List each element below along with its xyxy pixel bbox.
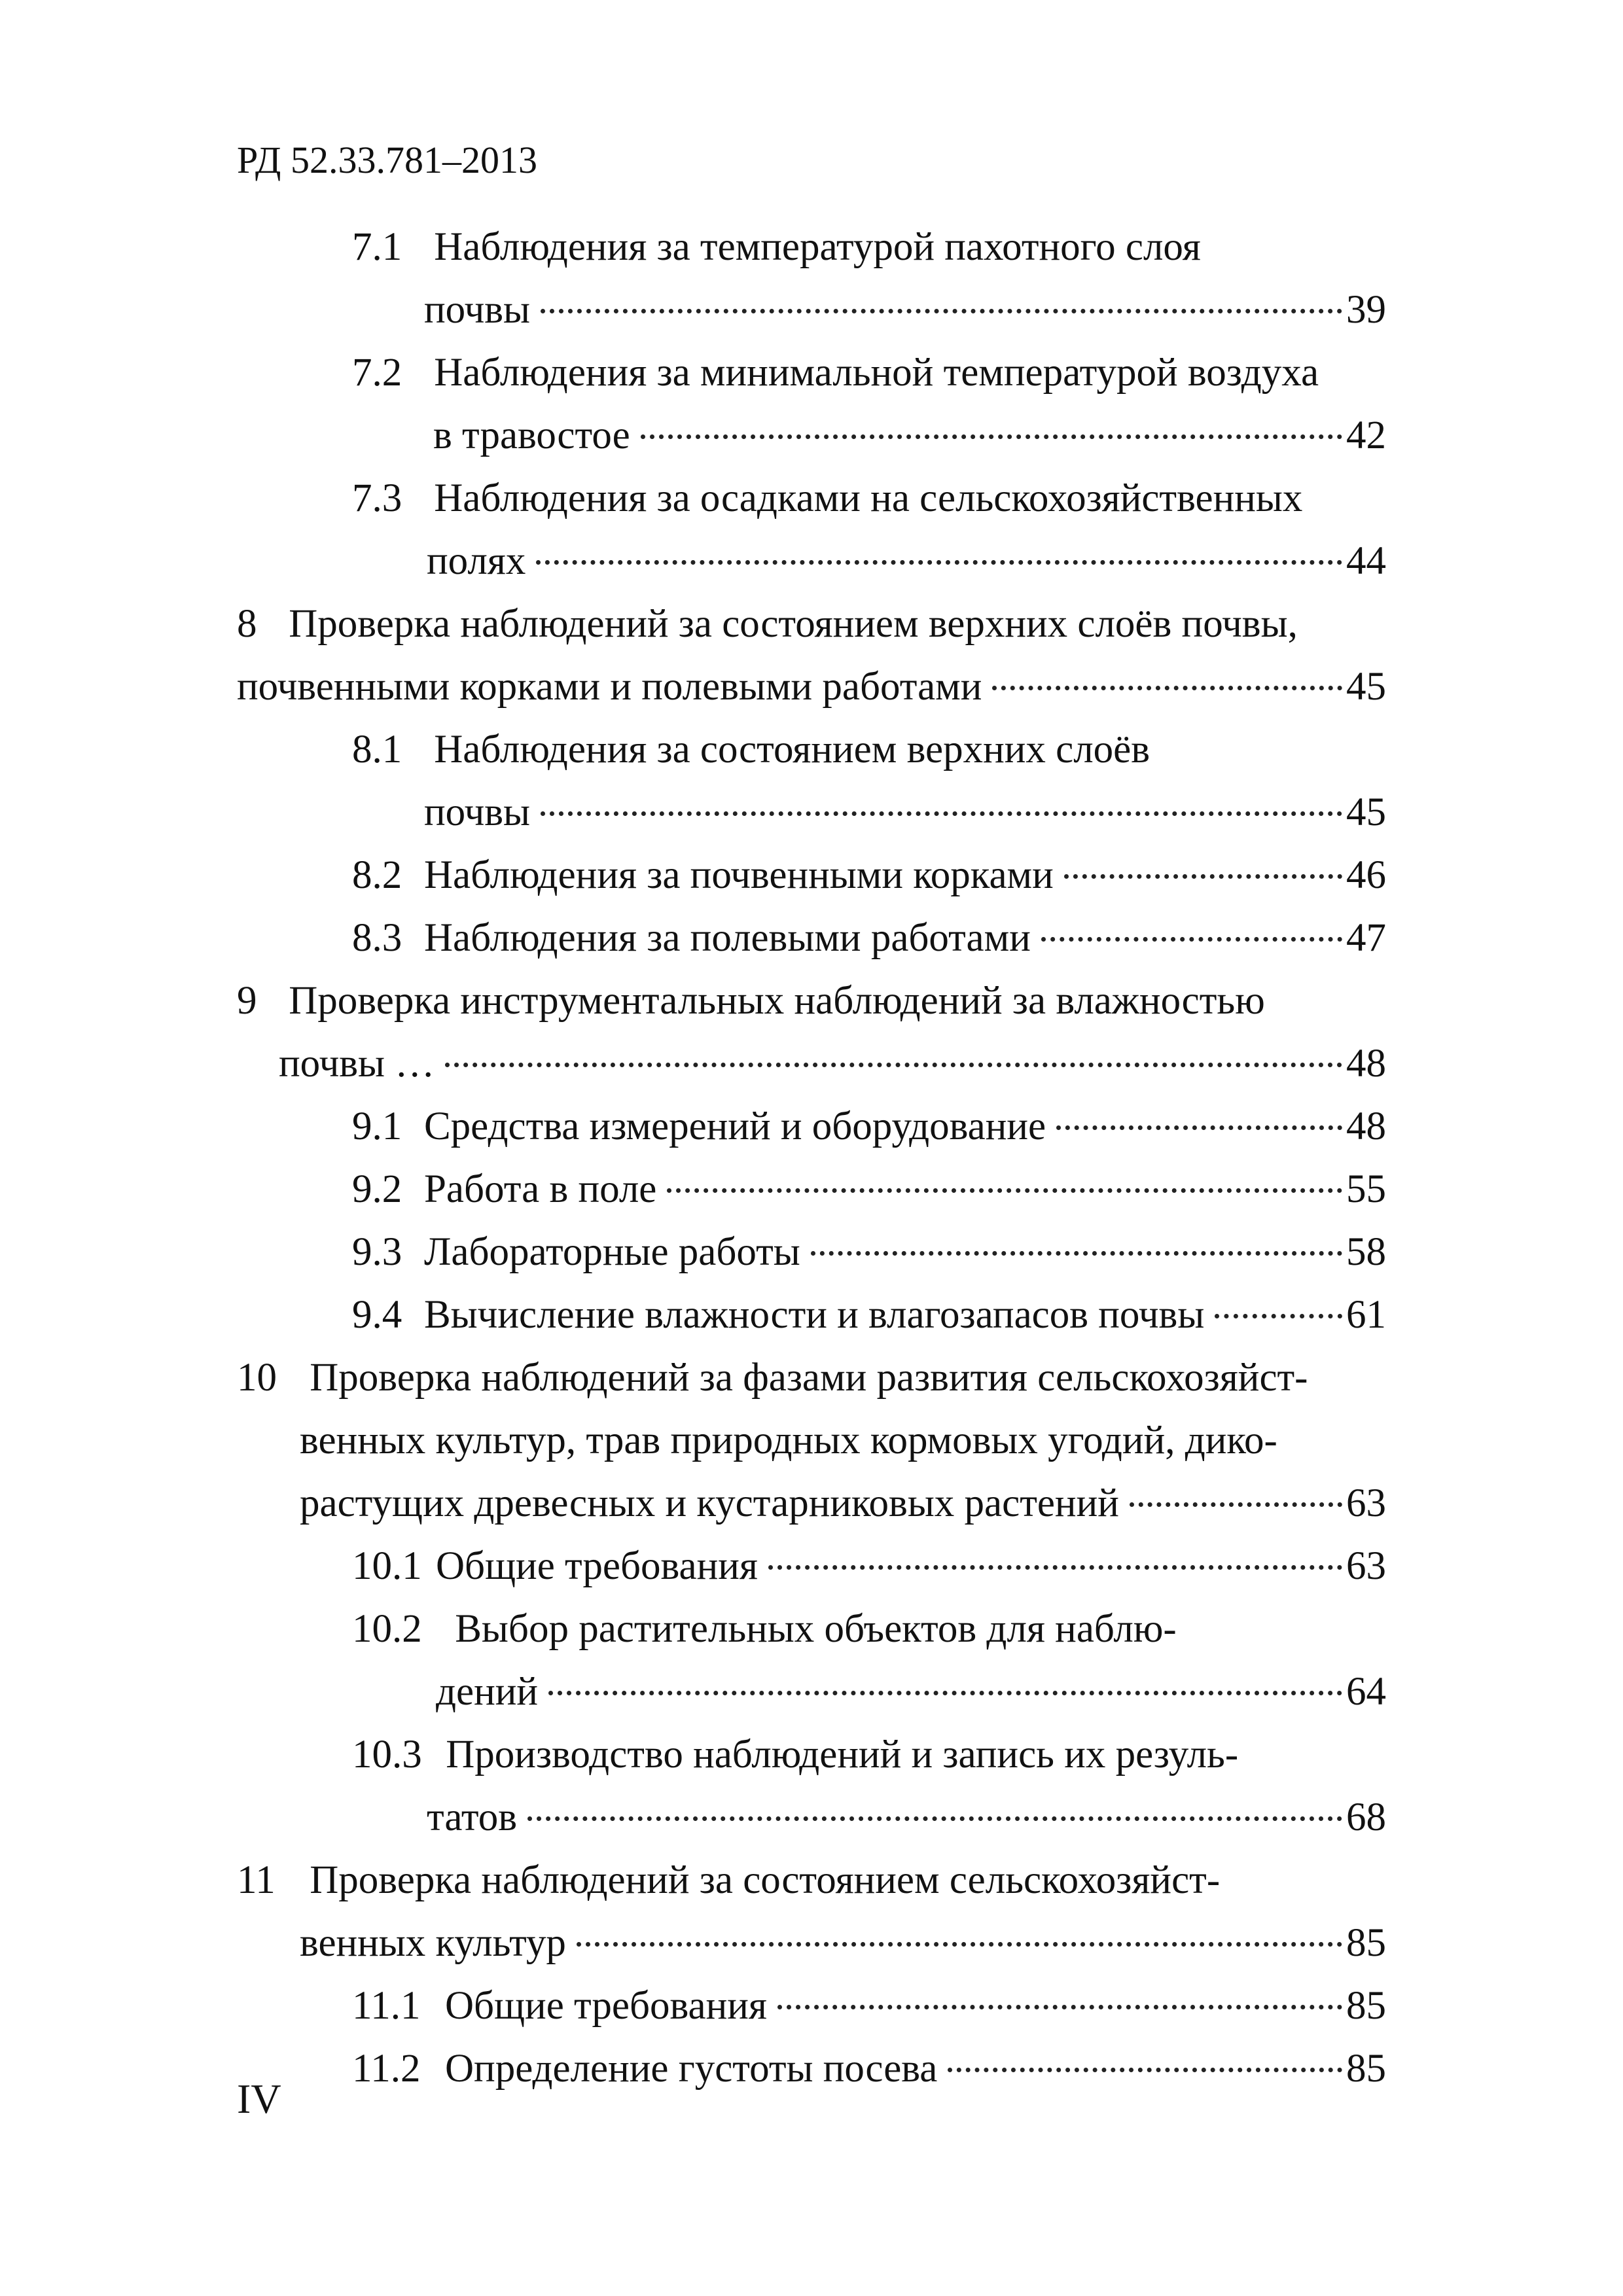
dot-leader <box>1064 874 1342 879</box>
toc-label: полях <box>427 539 526 583</box>
toc-entry-7-2-title <box>352 342 1319 404</box>
toc-entry-10-1 <box>352 1535 1386 1598</box>
toc-entry-9-3 <box>352 1221 1386 1284</box>
toc-number: 8 <box>237 602 257 646</box>
dot-leader <box>811 1250 1342 1256</box>
dot-leader <box>577 1941 1342 1947</box>
toc-entry-11-1 <box>352 1975 1386 2038</box>
toc-page-number: 63 <box>1346 1544 1386 1588</box>
toc-label: Средства измерений и оборудование <box>424 1104 1046 1148</box>
toc-page-number: 45 <box>1346 790 1386 834</box>
toc-label: Общие требования <box>436 1544 758 1588</box>
toc-label: дений <box>436 1670 539 1714</box>
dot-leader <box>445 1062 1342 1067</box>
toc-page-number: 48 <box>1346 1104 1386 1148</box>
dot-leader <box>1041 936 1342 942</box>
toc-label: Проверка наблюдений за состоянием сельскохозяйст- <box>310 1858 1221 1902</box>
toc-label: Производство наблюдений и запись их резуль- <box>446 1733 1239 1776</box>
dot-leader <box>527 1816 1342 1821</box>
toc-entry-8-1-title <box>352 718 1150 781</box>
toc-page-number: 45 <box>1346 665 1386 709</box>
toc-number: 11 <box>237 1858 276 1902</box>
toc-number: 10 <box>237 1356 277 1400</box>
dot-leader <box>768 1564 1342 1570</box>
dot-leader <box>541 308 1342 313</box>
toc-entry-10-3-title <box>352 1723 1238 1786</box>
dot-leader <box>541 811 1342 816</box>
toc-page-number: 64 <box>1346 1670 1386 1714</box>
toc-entry-11-2 <box>352 2038 1386 2100</box>
toc-number: 10.1 <box>352 1544 422 1588</box>
toc-page-number: 61 <box>1346 1293 1386 1337</box>
toc-entry-8-3 <box>352 907 1386 970</box>
toc-entry-10-title <box>237 1347 1308 1409</box>
toc-label: Проверка наблюдений за фазами развития сельскохозяйст- <box>310 1356 1308 1400</box>
toc-entry-11-continuation <box>300 1912 1386 1975</box>
dot-leader <box>667 1188 1342 1193</box>
toc-entry-10-continuation <box>300 1409 1277 1472</box>
dot-leader <box>1215 1313 1342 1318</box>
toc-page-number: 68 <box>1346 1795 1386 1839</box>
toc-page-number: 44 <box>1346 539 1386 583</box>
toc-page-number: 85 <box>1346 1921 1386 1965</box>
toc-page-number: 85 <box>1346 1984 1386 2028</box>
toc-label: Лабораторные работы <box>424 1230 800 1274</box>
toc-label: почвенными корками и полевыми работами <box>237 665 982 709</box>
toc-label: Наблюдения за полевыми работами <box>424 916 1031 960</box>
toc-entry-10-continuation-2 <box>300 1472 1386 1535</box>
toc-label: Наблюдения за почвенными корками <box>424 853 1054 897</box>
toc-label: Проверка наблюдений за состоянием верхних слоёв почвы, <box>289 602 1298 646</box>
toc-page-number: 47 <box>1346 916 1386 960</box>
toc-number: 9 <box>237 979 257 1023</box>
toc-label: Наблюдения за температурой пахотного слоя <box>434 225 1201 269</box>
toc-entry-8-continuation <box>237 656 1386 718</box>
dot-leader <box>992 685 1342 690</box>
toc-entry-7-2-continuation <box>433 404 1386 467</box>
toc-label: Вычисление влажности и влагозапасов почвы <box>424 1293 1205 1337</box>
toc-page-number: 63 <box>1346 1481 1386 1525</box>
page-number-roman: IV <box>237 2075 281 2122</box>
toc-number: 9.3 <box>352 1230 402 1274</box>
toc-page-number: 85 <box>1346 2047 1386 2091</box>
toc-number: 8.1 <box>352 728 402 771</box>
dot-leader <box>1056 1125 1342 1130</box>
toc-page-number: 55 <box>1346 1167 1386 1211</box>
toc-entry-9-2 <box>352 1158 1386 1221</box>
toc-page-number: 42 <box>1346 414 1386 457</box>
toc-entry-8-title <box>237 593 1298 656</box>
toc-number: 7.1 <box>352 225 402 269</box>
toc-number: 8.2 <box>352 853 402 897</box>
dot-leader <box>536 559 1342 565</box>
toc-label: Наблюдения за состоянием верхних слоёв <box>434 728 1150 771</box>
toc-entry-9-4 <box>352 1284 1386 1347</box>
toc-number: 9.2 <box>352 1167 402 1211</box>
dot-leader <box>641 434 1342 439</box>
toc-page-number: 46 <box>1346 853 1386 897</box>
toc-label: Определение густоты посева <box>445 2047 938 2091</box>
toc-label: почвы <box>424 790 531 834</box>
document-code: РД 52.33.781–2013 <box>237 139 537 181</box>
toc-entry-7-3-title <box>352 467 1302 530</box>
dot-leader <box>548 1690 1342 1695</box>
toc-label: татов <box>427 1795 518 1839</box>
toc-number: 10.3 <box>352 1733 422 1776</box>
toc-number: 11.1 <box>352 1984 421 2028</box>
toc-label: Проверка инструментальных наблюдений за влажностью <box>289 979 1265 1023</box>
toc-label: растущих древесных и кустарниковых растений <box>300 1481 1119 1525</box>
toc-entry-8-1-continuation <box>424 781 1386 844</box>
toc-page-number: 58 <box>1346 1230 1386 1274</box>
toc-label: Наблюдения за минимальной температурой воздуха <box>434 351 1319 395</box>
toc-number: 11.2 <box>352 2047 421 2091</box>
dot-leader <box>1130 1502 1342 1507</box>
toc-entry-10-3-continuation <box>427 1786 1386 1849</box>
toc-label: Выбор растительных объектов для наблю- <box>455 1607 1177 1651</box>
toc-label: Наблюдения за осадками на сельскохозяйственных <box>434 476 1303 520</box>
toc-label: в травостое <box>433 414 630 457</box>
toc-label: Работа в поле <box>424 1167 657 1211</box>
toc-label: венных культур <box>300 1921 566 1965</box>
toc-number: 9.4 <box>352 1293 402 1337</box>
dot-leader <box>777 2004 1342 2009</box>
toc-page-number: 48 <box>1346 1042 1386 1086</box>
toc-page-number: 39 <box>1346 288 1386 332</box>
toc-number: 7.3 <box>352 476 402 520</box>
toc-label: почвы … <box>279 1042 435 1086</box>
toc-entry-9-continuation <box>279 1033 1386 1095</box>
dot-leader <box>948 2067 1342 2072</box>
toc-entry-10-2-title <box>352 1598 1177 1661</box>
toc-number: 7.2 <box>352 351 402 395</box>
toc-entry-7-1-title <box>352 216 1201 279</box>
toc-entry-8-2 <box>352 844 1386 907</box>
toc-number: 9.1 <box>352 1104 402 1148</box>
toc-number: 8.3 <box>352 916 402 960</box>
toc-label: почвы <box>424 288 531 332</box>
toc-entry-9-title <box>237 970 1265 1033</box>
toc-label: венных культур, трав природных кормовых угодий, дико- <box>300 1419 1277 1462</box>
toc-entry-7-1-continuation <box>424 279 1386 342</box>
toc-entry-10-2-continuation <box>436 1661 1386 1723</box>
toc-label: Общие требования <box>445 1984 767 2028</box>
toc-entry-9-1 <box>352 1095 1386 1158</box>
toc-entry-11-title <box>237 1849 1220 1912</box>
toc-entry-7-3-continuation <box>427 530 1386 593</box>
toc-number: 10.2 <box>352 1607 422 1651</box>
